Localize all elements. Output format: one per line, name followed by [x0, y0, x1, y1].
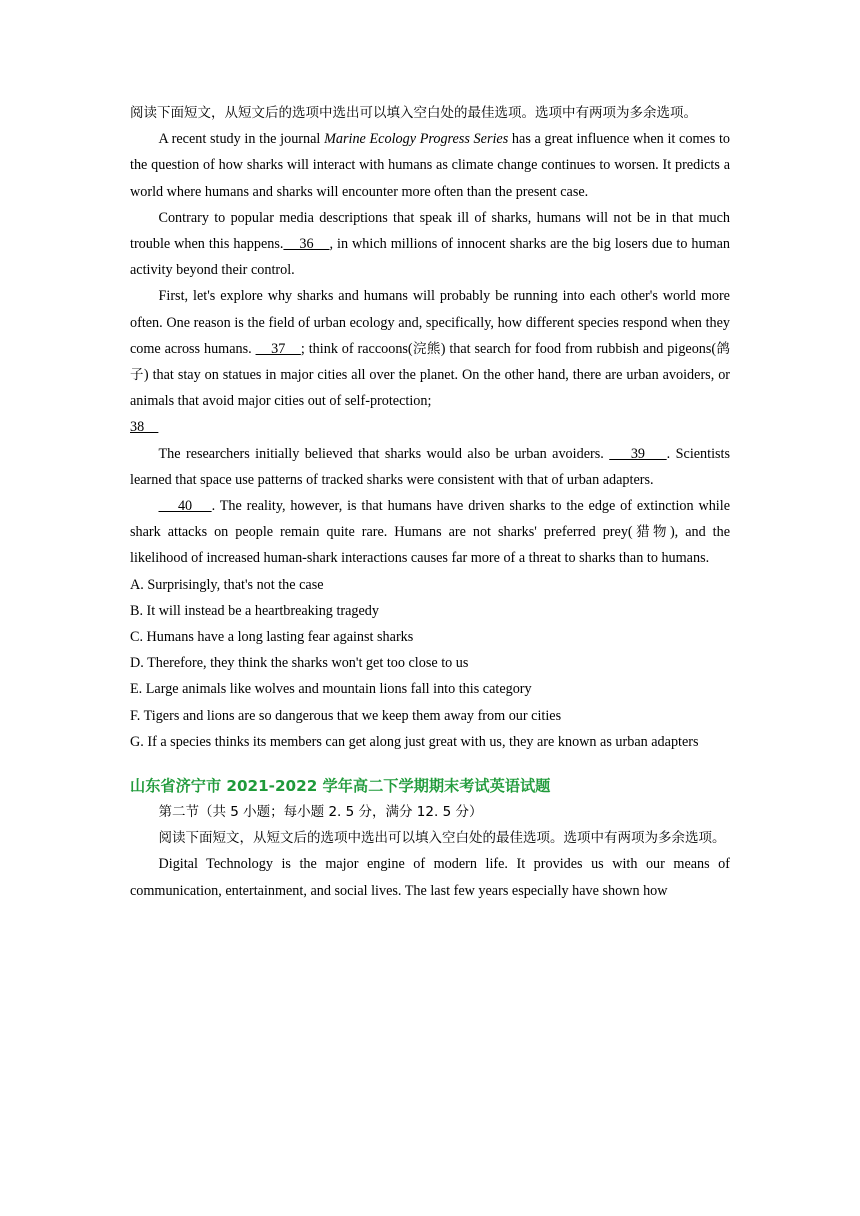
blank-37: 37 — [255, 340, 301, 357]
paragraph-2-end: , in which millions of innocent sharks are the big losers due to human activity beyond their control. — [130, 236, 731, 279]
chinese-gloss-pigeon: 鸽子 — [130, 340, 731, 384]
paragraph-4-end: . Scientists learned that space use patterns of tracked sharks were consistent with that of urban adapters. — [130, 445, 731, 488]
section-spacer — [130, 755, 730, 773]
blank-39: 39 — [609, 445, 667, 462]
answer-options — [130, 572, 730, 755]
paragraph-3-end: ) that stay on statues in major cities all over the planet. On the other hand, there are urban avoiders, or animals that avoid major cities out of self-protection; — [130, 367, 731, 410]
document-page — [130, 100, 730, 904]
instruction-2: 阅读下面短文，从短文后的选项中选出可以填入空白处的最佳选项。选项中有两项为多余选项。 — [158, 830, 726, 847]
option-f: F. Tigers and lions are so dangerous that we keep them away from our cities — [130, 707, 562, 724]
paragraph-4 — [130, 441, 730, 493]
chinese-gloss-prey: 猎物 — [632, 524, 670, 541]
paragraph-6: Digital Technology is the major engine of modern life. It provides us with our means of communication, entertainment, and social lives. The last few years especially have shown how — [130, 856, 730, 899]
paragraph-1-start: A recent study in the journal — [158, 131, 325, 148]
option-e: E. Large animals like wolves and mountain lions fall into this category — [130, 681, 532, 698]
section-heading: 山东省济宁市 2021-2022 学年高二下学期期末考试英语试题 — [130, 777, 551, 796]
paragraph-3-start: First, let's explore why sharks and humans will probably be running into each other's world more often. One reason is the field of urban ecology and, specifically, how different species respond when they come across humans. — [130, 288, 730, 357]
paragraph-5-end: ), and the likelihood of increased human-shark interactions causes far more of a threat to sharks than to humans. — [130, 524, 730, 567]
paragraph-1 — [130, 126, 730, 205]
paragraph-2-start: Contrary to popular media descriptions that speak ill of sharks, humans will not be in that much trouble when this happens. — [130, 209, 730, 253]
option-g: G. If a species thinks its members can get along just great with us, they are known as urban adapters — [130, 733, 699, 750]
blank-36: 36 — [283, 236, 330, 253]
paragraph-3 — [130, 283, 730, 440]
journal-title: Marine Ecology Progress Series — [324, 131, 509, 148]
paragraph-2 — [130, 205, 730, 284]
paragraph-3-mid-2: ) that search for food from rubbish and pigeons( — [440, 340, 717, 357]
paragraph-4-start: The researchers initially believed that sharks would also be urban avoiders. — [158, 445, 610, 462]
paragraph-3-mid-1: ; think of raccoons( — [300, 340, 413, 357]
instruction-1: 阅读下面短文，从短文后的选项中选出可以填入空白处的最佳选项。选项中有两项为多余选项。 — [130, 105, 697, 121]
option-b: B. It will instead be a heartbreaking tragedy — [130, 602, 379, 619]
option-c: C. Humans have a long lasting fear against sharks — [130, 629, 414, 646]
blank-40: 40 — [158, 498, 212, 515]
paragraph-5 — [130, 493, 730, 572]
blank-38: 38 — [130, 419, 159, 436]
option-a: A. Surprisingly, that's not the case — [130, 576, 324, 593]
paragraph-5-start: . The reality, however, is that humans have driven sharks to the edge of extinction while shark attacks on people remain quite rare. Humans are not sharks' preferred prey( — [130, 498, 730, 541]
option-d: D. Therefore, they think the sharks won't get too close to us — [130, 655, 469, 672]
paragraph-1-end: has a great influence when it comes to the question of how sharks will interact with humans as climate change continues to worsen. It predicts a world where humans and sharks will encounter more often than the present case. — [130, 131, 730, 200]
section-note: 第二节（共 5 小题；每小题 2. 5 分，满分 12. 5 分） — [158, 804, 483, 821]
chinese-gloss-raccoon: 浣熊 — [412, 340, 441, 357]
